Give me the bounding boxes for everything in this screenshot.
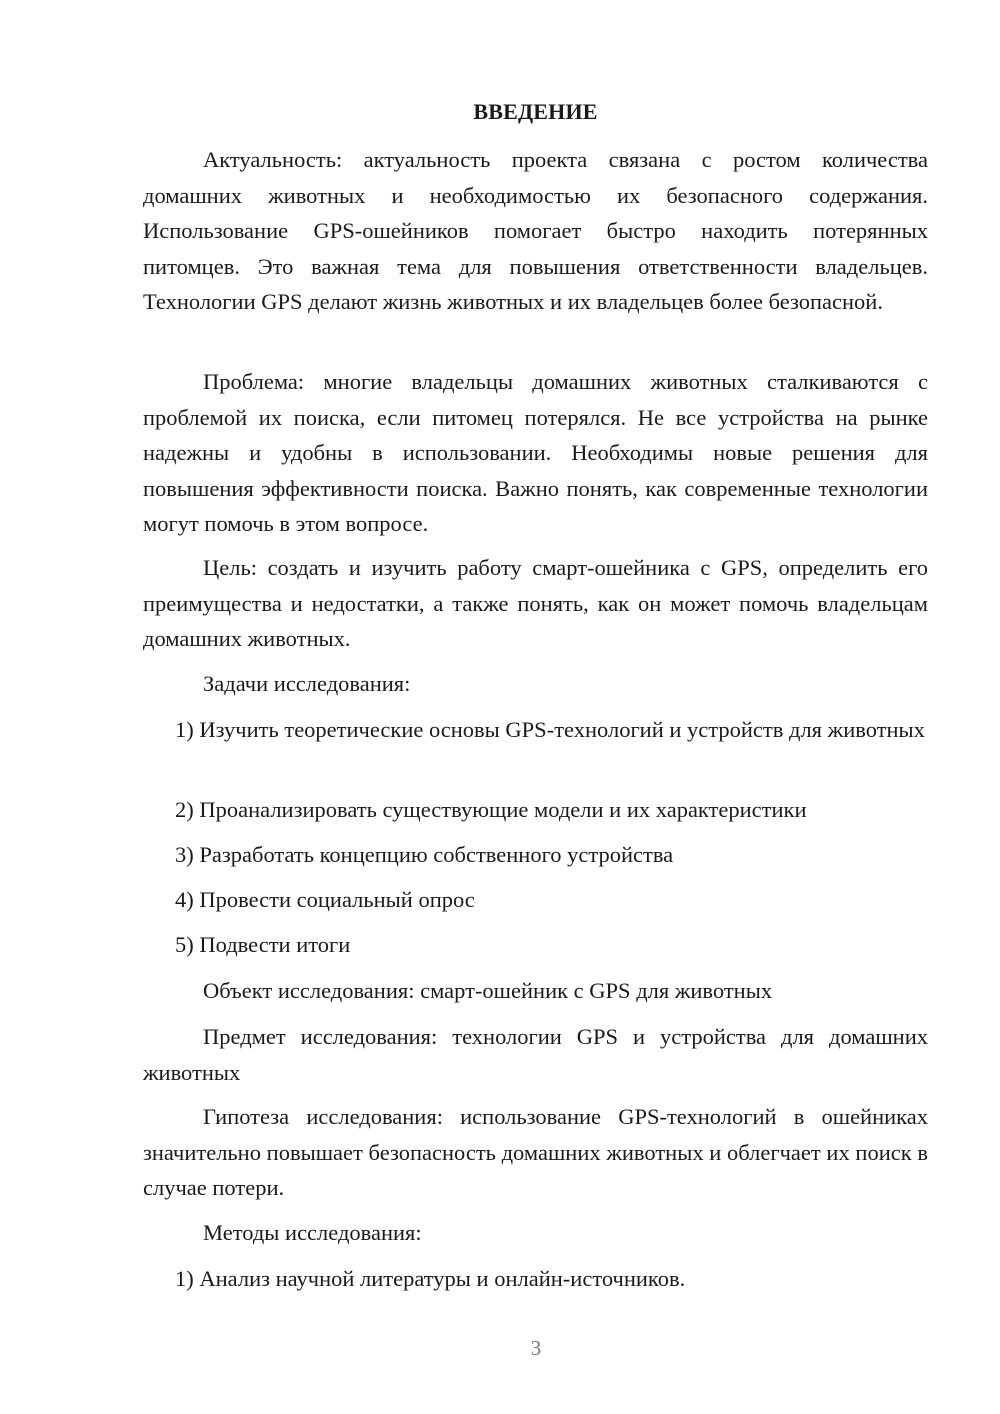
task-item-1: 1) Изучить теоретические основы GPS-технологий и устройств для животных: [175, 717, 925, 742]
page-title: ВВЕДЕНИЕ: [473, 99, 598, 124]
method-item-1: 1) Анализ научной литературы и онлайн-источников.: [175, 1266, 686, 1291]
paragraph-object: Объект исследования: смарт-ошейник с GPS для животных: [203, 978, 773, 1003]
task-item-5: 5) Подвести итоги: [175, 932, 351, 957]
paragraph-problem: Проблема: многие владельцы домашних животных сталкиваются с проблемой их поиска, если питомец потерялся. Не все устройства на рынке надежны и удобны в использовании. Необходимы новые решения для повышения эффективности поиска. Важно понять, как современные технологии могут помочь в этом вопросе.: [143, 369, 928, 536]
page-number: 3: [530, 1336, 542, 1360]
task-item-3: 3) Разработать концепцию собственного устройства: [175, 842, 674, 867]
methods-heading: Методы исследования:: [203, 1220, 422, 1245]
task-item-4: 4) Провести социальный опрос: [175, 887, 475, 912]
task-item-2: 2) Проанализировать существующие модели и их характеристики: [175, 797, 807, 822]
tasks-heading: Задачи исследования:: [203, 671, 411, 696]
paragraph-relevance: Актуальность: актуальность проекта связана с ростом количества домашних животных и необходимостью их безопасного содержания. Использование GPS-ошейников помогает быстро находить потерянных питомцев. Это важная тема для повышения ответственности владельцев. Технологии GPS делают жизнь животных и их владельцев более безопасной.: [143, 147, 928, 314]
paragraph-hypothesis: Гипотеза исследования: использование GPS-технологий в ошейниках значительно повышает безопасность домашних животных и облегчает их поиск в случае потери.: [143, 1104, 928, 1200]
paragraph-subject: Предмет исследования: технологии GPS и устройства для домашних животных: [143, 1024, 928, 1085]
paragraph-goal: Цель: создать и изучить работу смарт-ошейника с GPS, определить его преимущества и недостатки, а также понять, как он может помочь владельцам домашних животных.: [143, 555, 928, 651]
